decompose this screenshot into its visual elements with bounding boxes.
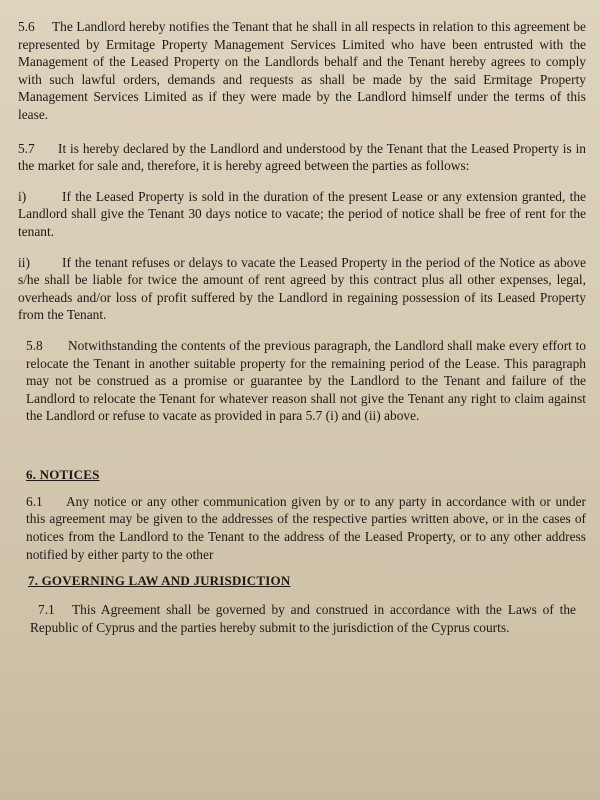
- section-heading-notices: 6. NOTICES: [26, 466, 100, 482]
- clause-5-7-ii: [18, 254, 586, 324]
- clause-number: i): [18, 188, 27, 204]
- clause-text: Any notice or any other communication given by or to any party in accordance with or under this agreement may be given to the addresses of the respective parties written above, or in the cases of notices from the Landlord to the Tenant to the address of the Leased Property, or to any other address notified by either party to the other: [26, 493, 586, 562]
- clause-number: 6.1: [26, 493, 43, 509]
- clause-text: If the tenant refuses or delays to vacate the Leased Property in the period of the Notice as above s/he shall be liable for twice the amount of rent agreed by this contract plus all other expenses, legal, overheads and/or loss of profit suffered by the Landlord in regaining possession of its Leased Property from the Tenant.: [18, 254, 586, 323]
- clause-number: ii): [18, 254, 30, 270]
- clause-5-7-i: [18, 188, 586, 241]
- clause-number: 5.7: [18, 140, 35, 156]
- clause-5-7: [18, 140, 586, 175]
- clause-5-6: [18, 18, 586, 124]
- clause-text: The Landlord hereby notifies the Tenant that he shall in all respects in relation to this agreement be represented by Ermitage Property Management Services Limited who have been entrusted with the Management of the Leased Property on the Landlords behalf and the Tenant hereby agrees to comply with such lawful orders, demands and requests as shall be made by the said Ermitage Property Management Services Limited as if they were made by the Landlord himself under the terms of this lease.: [18, 19, 586, 122]
- clause-number: 7.1: [38, 602, 55, 618]
- clause-text: If the Leased Property is sold in the duration of the present Lease or any extension granted, the Landlord shall give the Tenant 30 days notice to vacate; the period of notice shall be free of rent for the tenant.: [18, 188, 586, 239]
- clause-6-1: [18, 493, 586, 563]
- clause-text: This Agreement shall be governed by and construed in accordance with the Laws of the Republic of Cyprus and the parties hereby submit to the jurisdiction of the Cyprus courts.: [30, 602, 576, 635]
- clause-text: Notwithstanding the contents of the previous paragraph, the Landlord shall make every effort to relocate the Tenant in another suitable property for the remaining period of the Lease. This paragraph may not be construed as a promise or guarantee by the Landlord to the Tenant and failure of the Landlord to relocate the Tenant for whatever reason shall not give the Tenant any right to claim against the Landlord or refuse to vacate as provided in para 5.7 (i) and (ii) above.: [26, 337, 586, 424]
- clause-number: 5.6: [18, 19, 35, 34]
- section-heading-governing-law: 7. GOVERNING LAW AND JURISDICTION: [28, 573, 291, 589]
- clause-7-1: [18, 601, 586, 636]
- clause-text: It is hereby declared by the Landlord and understood by the Tenant that the Leased Property is in the market for sale and, therefore, it is hereby agreed between the parties as follows:: [18, 140, 586, 174]
- clause-5-8: [18, 337, 586, 425]
- clause-number: 5.8: [26, 337, 43, 353]
